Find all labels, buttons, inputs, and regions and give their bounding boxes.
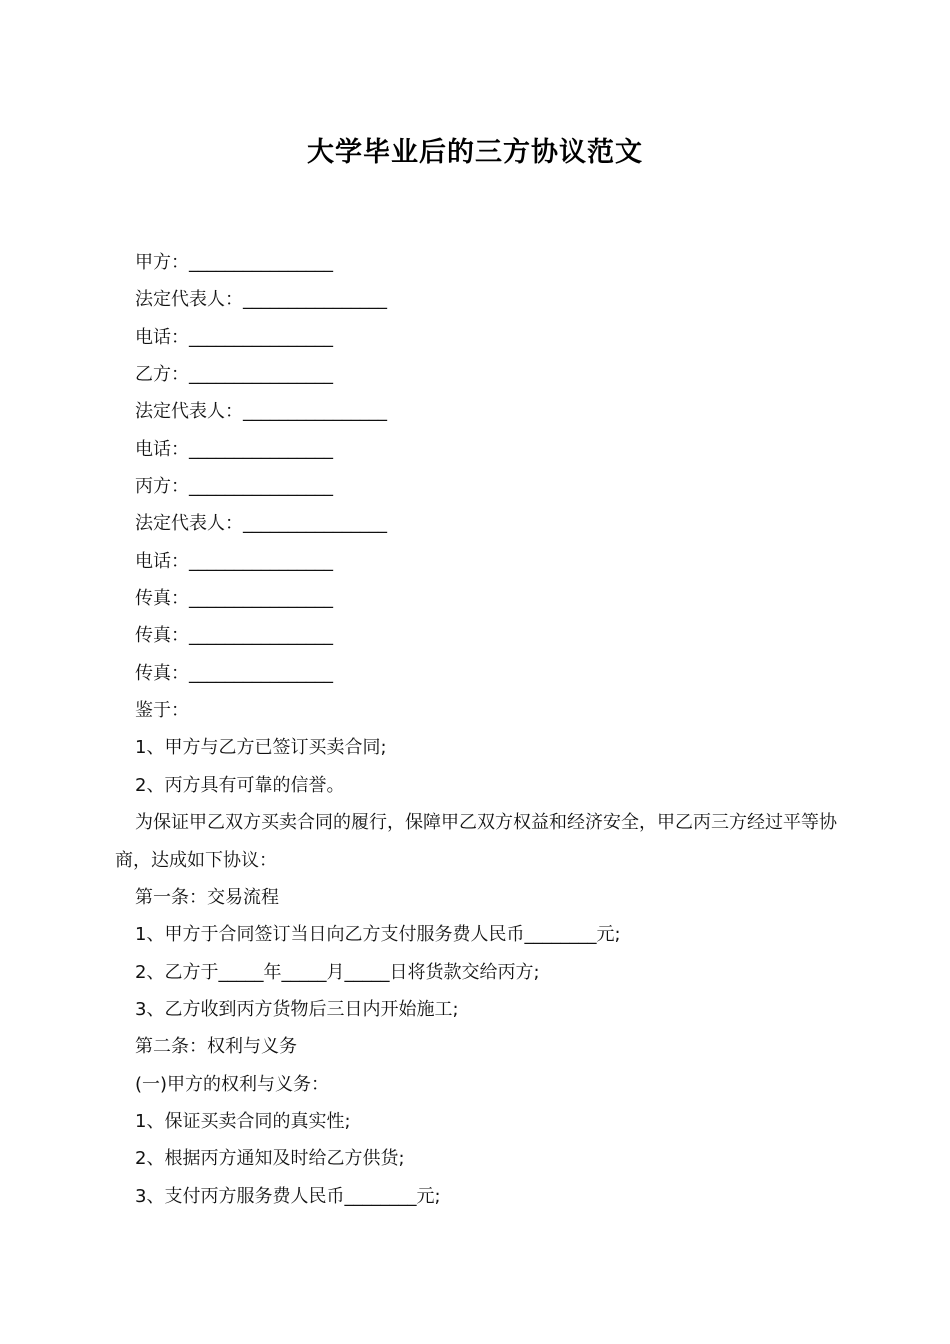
document-title: 大学毕业后的三方协议范文 [307, 137, 643, 168]
fax-line: 传真：________________ [135, 588, 333, 610]
section-heading: (一)甲方的权利与义务： [135, 1073, 330, 1095]
party-c-phone-line: 电话：________________ [135, 550, 333, 572]
whereas-item: 1、甲方与乙方已签订买卖合同; [135, 737, 387, 759]
preamble-paragraph: 为保证甲乙双方买卖合同的履行，保障甲乙双方权益和经济安全，甲乙丙三方经过平等协商，达成如下协议： [115, 812, 837, 871]
fax-line: 传真：________________ [135, 662, 333, 684]
party-c-line: 丙方：________________ [135, 476, 333, 498]
section-item: 3、支付丙方服务费人民币________元; [135, 1185, 441, 1207]
whereas-heading: 鉴于： [135, 700, 189, 722]
party-b-phone-line: 电话：________________ [135, 438, 333, 460]
article-item: 2、乙方于_____年_____月_____日将货款交给丙方; [135, 961, 540, 983]
party-c-representative-line: 法定代表人：________________ [135, 513, 387, 535]
party-b-representative-line: 法定代表人：________________ [135, 401, 387, 423]
fax-line: 传真：________________ [135, 625, 333, 647]
whereas-item: 2、丙方具有可靠的信誉。 [135, 774, 345, 796]
party-a-line: 甲方：________________ [135, 252, 333, 273]
party-b-line: 乙方：________________ [135, 364, 333, 386]
document-body [115, 244, 837, 1215]
article-item: 1、甲方于合同签订当日向乙方支付服务费人民币________元; [135, 924, 621, 946]
party-a-phone-line: 电话：________________ [135, 326, 333, 348]
party-a-representative-line: 法定代表人：________________ [135, 289, 387, 311]
section-item: 1、保证买卖合同的真实性; [135, 1110, 351, 1132]
article-heading: 第一条：交易流程 [135, 886, 279, 908]
article-item: 3、乙方收到丙方货物后三日内开始施工; [135, 998, 459, 1020]
article-heading: 第二条：权利与义务 [135, 1036, 297, 1058]
section-item: 2、根据丙方通知及时给乙方供货; [135, 1148, 405, 1170]
